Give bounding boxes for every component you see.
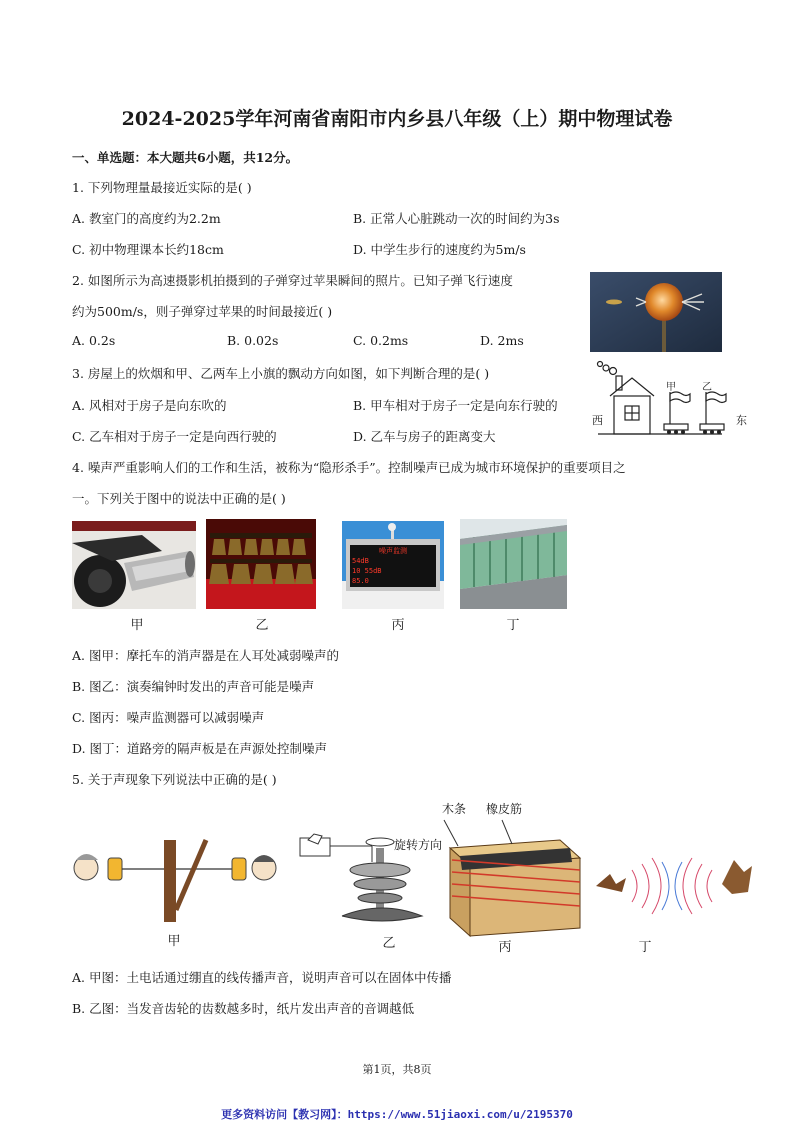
q4-label-bing: 丙	[391, 618, 405, 633]
question-1-option-d: D. 中学生步行的速度约为5m/s	[353, 242, 526, 257]
cart-yi-label: 乙	[702, 382, 712, 393]
question-1-option-c: C. 初中物理课本长约18cm	[72, 242, 224, 257]
question-4-option-d: D. 图丁：道路旁的隔声板是在声源处控制噪声	[72, 741, 328, 756]
footer-link[interactable]: 更多资料访问【教习网】：https://www.51jiaoxi.com/u/2195370	[221, 1108, 573, 1121]
monitor-line-3: 10 55dB	[352, 567, 382, 575]
q4-label-jia: 甲	[130, 618, 144, 633]
q4-label-ding: 丁	[506, 618, 520, 633]
q5-label-ding: 丁	[638, 940, 652, 955]
west-label: 西	[592, 414, 603, 427]
cart-jia-label: 甲	[666, 382, 676, 393]
page-title: 2024-2025学年河南省南阳市内乡县八年级（上）期中物理试卷	[121, 108, 673, 130]
sound-barrier-photo	[460, 519, 567, 609]
question-5-option-b: B. 乙图：当发音齿轮的齿数越多时，纸片发出声音的音调越低	[72, 1001, 415, 1016]
question-3-option-a: A. 风相对于房子是向东吹的	[72, 398, 227, 413]
motorcycle-muffler-photo	[72, 521, 196, 609]
rubber-band-box-figure	[444, 820, 580, 936]
house-flags-diagram	[592, 356, 752, 444]
question-3-stem: 3. 房屋上的炊烟和甲、乙两车上小旗的飘动方向如图，如下判断合理的是( )	[72, 366, 490, 381]
question-2-option-c: C. 0.2ms	[353, 333, 409, 348]
rubber-band-label: 橡皮筋	[486, 802, 523, 816]
bullet-apple-photo	[590, 272, 722, 352]
bat-ultrasound-figure	[596, 858, 752, 914]
question-2-stem-line1: 2. 如图所示为高速摄影机拍摄到的子弹穿过苹果瞬间的照片。已知子弹飞行速度	[72, 273, 513, 288]
section-heading: 一、单选题：本大题共6小题，共12分。	[72, 150, 299, 165]
question-3-option-b: B. 甲车相对于房子一定是向东行驶的	[353, 398, 558, 413]
monitor-line-1: 噪声监测	[379, 547, 407, 555]
q5-label-yi: 乙	[382, 936, 396, 951]
question-4-option-a: A. 图甲：摩托车的消声器是在人耳处减弱噪声的	[72, 648, 339, 663]
question-4-stem-line1: 4. 噪声严重影响人们的工作和生活，被称为“隐形杀手”。控制噪声已成为城市环境保护的重要项目之	[72, 460, 626, 475]
q5-label-jia: 甲	[167, 934, 181, 949]
rotation-direction-label: 旋转方向	[394, 838, 443, 852]
wood-strip-label: 木条	[442, 802, 467, 816]
question-2-option-d: D. 2ms	[480, 333, 524, 348]
east-label: 东	[736, 414, 747, 427]
noise-monitor-photo	[342, 521, 444, 609]
monitor-line-4: 85.0	[352, 577, 369, 585]
question-3-option-d: D. 乙车与房子的距离变大	[353, 429, 496, 444]
question-4-option-c: C. 图丙：噪声监测器可以减弱噪声	[72, 710, 265, 725]
page-number: 第1页，共8页	[362, 1063, 432, 1076]
question-2-option-a: A. 0.2s	[72, 333, 116, 348]
bianzhong-bells-photo	[206, 519, 316, 609]
q5-label-bing: 丙	[498, 940, 512, 955]
question-1-stem: 1. 下列物理量最接近实际的是( )	[72, 180, 252, 195]
q4-label-yi: 乙	[255, 618, 269, 633]
q5-figures	[72, 800, 772, 960]
question-2-option-b: B. 0.02s	[227, 333, 279, 348]
question-5-option-a: A. 甲图：土电话通过绷直的线传播声音，说明声音可以在固体中传播	[72, 970, 452, 985]
question-1-option-b: B. 正常人心脏跳动一次的时间约为3s	[353, 211, 560, 226]
question-2-stem-line2: 约为500m/s，则子弹穿过苹果的时间最接近( )	[72, 304, 333, 319]
question-4-stem-line2: 一。下列关于图中的说法中正确的是( )	[72, 491, 286, 506]
question-5-stem: 5. 关于声现象下列说法中正确的是( )	[72, 772, 277, 787]
monitor-line-2: 54dB	[352, 557, 369, 565]
question-4-option-b: B. 图乙：演奏编钟时发出的声音可能是噪声	[72, 679, 315, 694]
string-telephone-figure	[74, 840, 276, 922]
question-1-option-a: A. 教室门的高度约为2.2m	[72, 211, 221, 226]
question-3-option-c: C. 乙车相对于房子一定是向西行驶的	[72, 429, 277, 444]
